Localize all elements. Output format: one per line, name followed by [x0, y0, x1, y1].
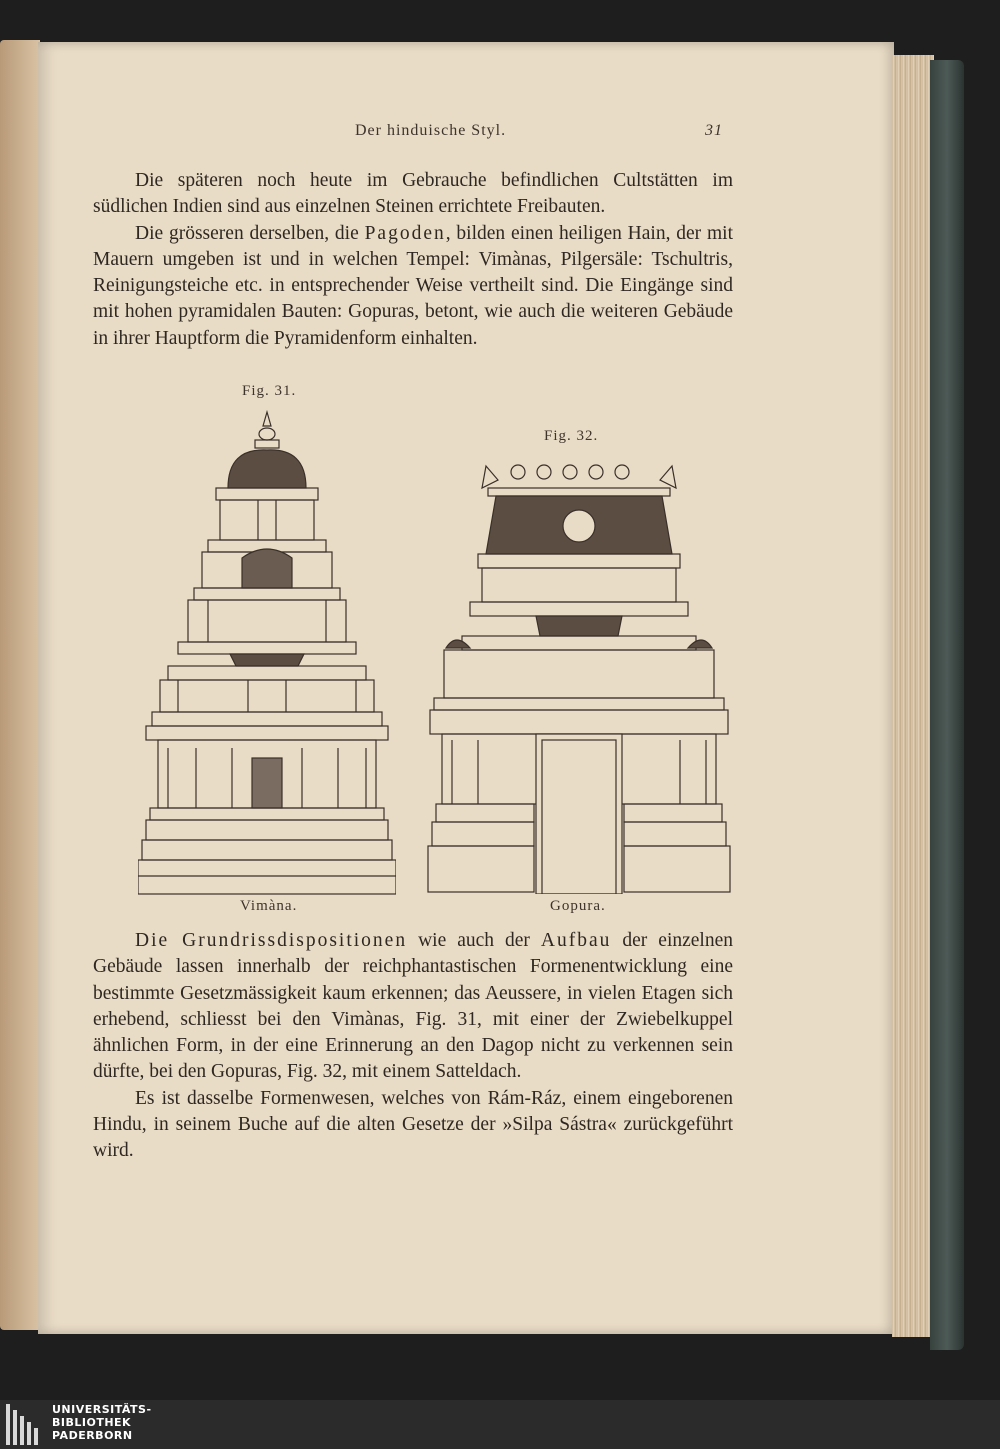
figure-31-caption: Vimàna.	[240, 898, 298, 914]
figure-32-caption: Gopura.	[550, 898, 606, 914]
page-edges	[892, 55, 934, 1337]
header-title: Der hinduische Styl.	[355, 122, 507, 139]
book-cover	[930, 60, 964, 1350]
running-header	[0, 122, 1000, 148]
left-page-edge	[0, 40, 40, 1330]
vimana-illustration	[138, 408, 396, 896]
spaced-term-aufbau: Aufbau	[540, 930, 612, 951]
paragraph-2: Die grösseren derselben, die Pagoden, bilden einen heiligen Hain, der mit Mauern umgeben ist und in welchen Tempel: Vimànas, Pilgersäle: Tschultris, Reinigungsteiche etc. in entsprechender Weise vertheilt sind. Die Eingänge sind mit hohen pyramidalen Bauten: Gopuras, betont, wie auch die weiteren Gebäude in ihrer Hauptform die Pyramidenform einhalten.	[93, 222, 733, 349]
text-block-bottom	[93, 928, 733, 1165]
spaced-term-grundriss: Die Grundrissdispositionen	[135, 930, 408, 951]
spaced-term-pagoden: Pagoden	[364, 222, 446, 244]
library-footer	[0, 1400, 1000, 1449]
library-name: UNIVERSITÄTS- BIBLIOTHEK PADERBORN	[52, 1403, 152, 1442]
library-logo-icon	[6, 1404, 46, 1445]
gopura-illustration	[426, 458, 732, 894]
paragraph-4: Es ist dasselbe Formenwesen, welches von Rám-Ráz, einem eingeborenen Hindu, in seinem Buche auf die alten Gesetze der »Silpa Sástra« zurückgeführt wird.	[93, 1087, 733, 1162]
paragraph-1: Die späteren noch heute im Gebrauche befindlichen Cultstätten im südlichen Indien sind aus einzelnen Steinen errichtete Freibauten.	[93, 170, 733, 218]
text-block-top	[93, 168, 733, 352]
paragraph-3: Die Grundrissdispositionen wie auch der Aufbau der einzelnen Gebäude lassen innerhalb der reichphantastischen Formenentwicklung eine bestimmte Gesetzmässigkeit kaum erkennen; das Aeussere, in vielen Etagen sich erhebend, schliesst bei den Vimànas, Fig. 31, mit einer der Zwiebelkuppel ähnlichen Form, in der eine Erinnerung an den Dagop nicht zu verkennen sein dürfte, bei den Gopuras, Fig. 32, mit einem Satteldach.	[93, 930, 733, 1083]
figure-31-label: Fig. 31.	[242, 383, 297, 399]
page-number: 31	[705, 122, 723, 139]
figure-32-label: Fig. 32.	[544, 428, 599, 444]
